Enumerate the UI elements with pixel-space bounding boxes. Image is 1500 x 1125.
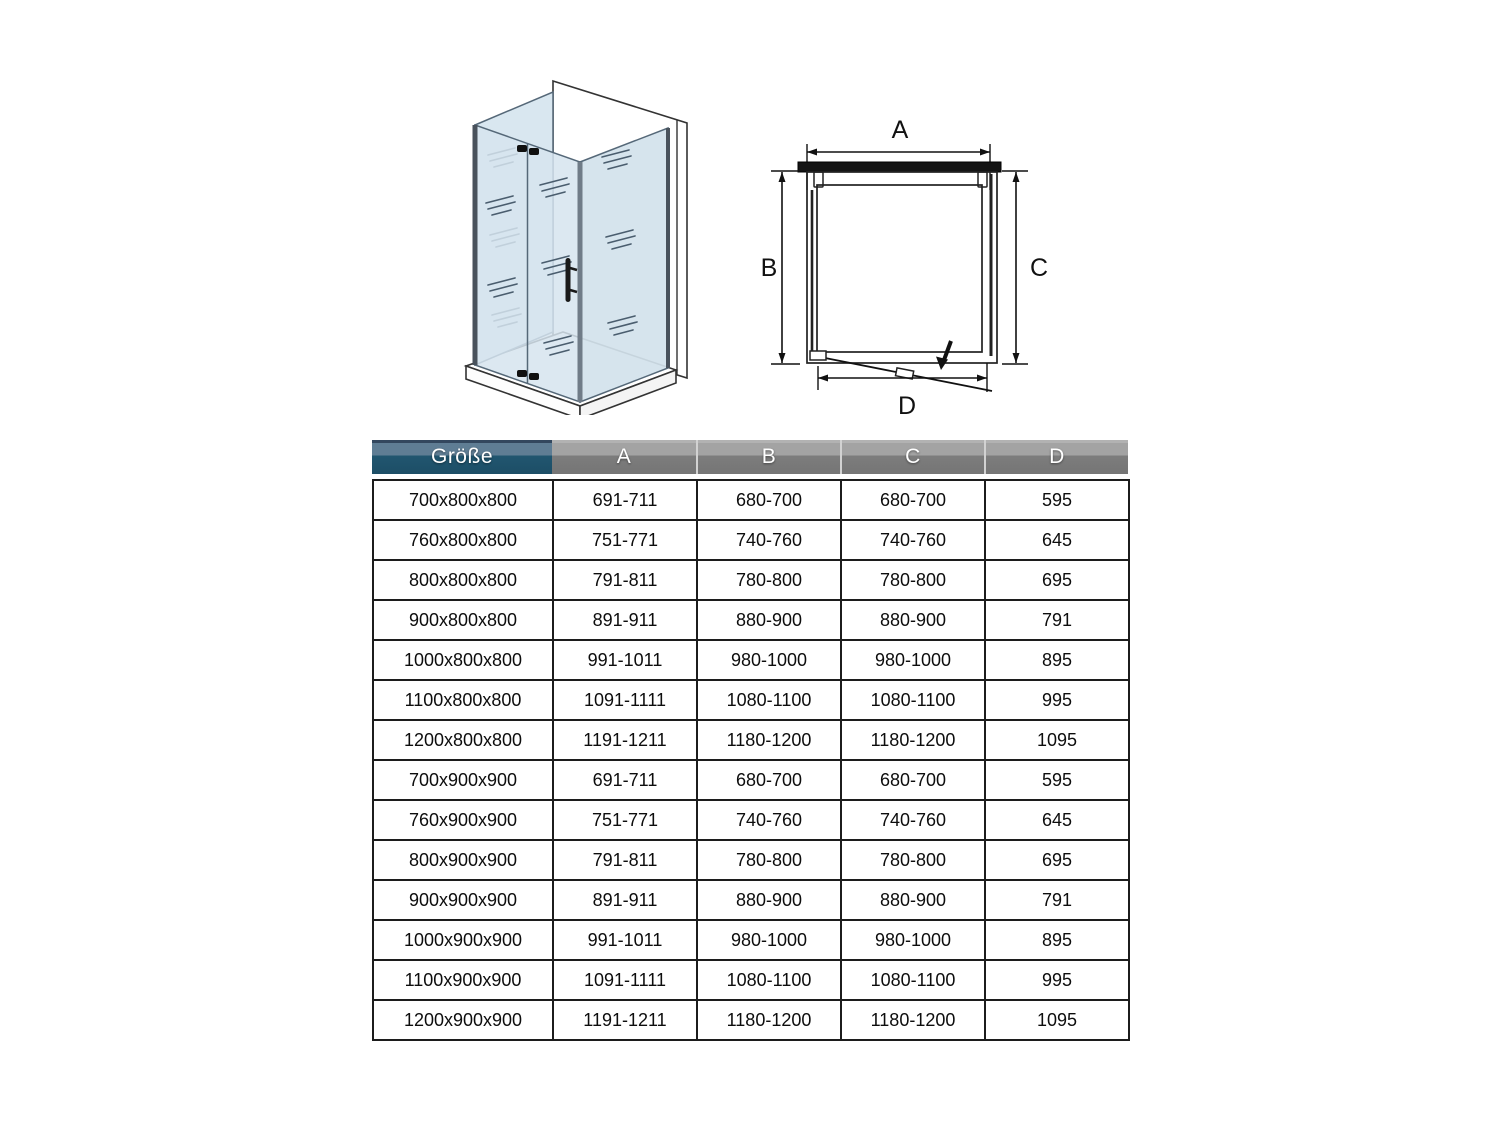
cell-a: 991-1011 [553, 920, 697, 960]
cell-d: 1095 [985, 1000, 1129, 1040]
cell-c: 740-760 [841, 520, 985, 560]
cell-b: 780-800 [697, 560, 841, 600]
dimension-c [1002, 171, 1028, 364]
cell-a: 1191-1211 [553, 720, 697, 760]
cell-c: 980-1000 [841, 920, 985, 960]
cell-b: 1080-1100 [697, 680, 841, 720]
table-row [373, 640, 1129, 680]
cell-d: 791 [985, 600, 1129, 640]
cell-groesse: 700x900x900 [373, 760, 553, 800]
cell-c: 1080-1100 [841, 680, 985, 720]
top-view-diagram [760, 100, 1060, 420]
table-row [373, 880, 1129, 920]
cell-a: 1191-1211 [553, 1000, 697, 1040]
cell-a: 691-711 [553, 480, 697, 520]
table-row [373, 600, 1129, 640]
cell-groesse: 760x800x800 [373, 520, 553, 560]
cell-d: 595 [985, 480, 1129, 520]
cell-b: 680-700 [697, 480, 841, 520]
table-row [373, 560, 1129, 600]
isometric-view [430, 50, 770, 415]
cell-c: 1180-1200 [841, 720, 985, 760]
cell-c: 780-800 [841, 840, 985, 880]
table-row [373, 800, 1129, 840]
cell-a: 791-811 [553, 840, 697, 880]
cell-a: 1091-1111 [553, 680, 697, 720]
cell-groesse: 1200x900x900 [373, 1000, 553, 1040]
cell-a: 751-771 [553, 800, 697, 840]
table-row [373, 480, 1129, 520]
cell-groesse: 1200x800x800 [373, 720, 553, 760]
dim-label-a: A [891, 116, 909, 144]
cell-groesse: 800x900x900 [373, 840, 553, 880]
cell-c: 740-760 [841, 800, 985, 840]
cell-d: 995 [985, 680, 1129, 720]
header-b: B [696, 440, 840, 474]
header-groesse: Größe [372, 440, 552, 474]
cell-c: 1080-1100 [841, 960, 985, 1000]
cell-groesse: 1000x800x800 [373, 640, 553, 680]
cell-c: 880-900 [841, 600, 985, 640]
cell-b: 880-900 [697, 600, 841, 640]
dim-label-d: D [897, 392, 917, 420]
cell-groesse: 1100x800x800 [373, 680, 553, 720]
table-row [373, 520, 1129, 560]
size-table-section [372, 440, 1128, 1041]
table-row [373, 720, 1129, 760]
cell-b: 1180-1200 [697, 720, 841, 760]
header-c: C [840, 440, 984, 474]
cell-b: 680-700 [697, 760, 841, 800]
cell-d: 695 [985, 840, 1129, 880]
dimension-d [818, 363, 987, 392]
cell-b: 980-1000 [697, 640, 841, 680]
dim-label-b: B [760, 254, 778, 282]
cell-b: 740-760 [697, 800, 841, 840]
cell-c: 780-800 [841, 560, 985, 600]
table-row [373, 1000, 1129, 1040]
door-swing [810, 341, 992, 391]
cell-a: 891-911 [553, 600, 697, 640]
cell-a: 751-771 [553, 520, 697, 560]
cell-a: 1091-1111 [553, 960, 697, 1000]
cell-groesse: 900x800x800 [373, 600, 553, 640]
cell-b: 980-1000 [697, 920, 841, 960]
cell-d: 791 [985, 880, 1129, 920]
header-d: D [984, 440, 1128, 474]
cell-groesse: 900x900x900 [373, 880, 553, 920]
cell-d: 895 [985, 920, 1129, 960]
cell-b: 740-760 [697, 520, 841, 560]
enclosure-plan [807, 172, 997, 363]
cell-c: 1180-1200 [841, 1000, 985, 1040]
cell-a: 991-1011 [553, 640, 697, 680]
glass-panel-right [580, 128, 668, 402]
cell-d: 1095 [985, 720, 1129, 760]
size-table [372, 479, 1130, 1041]
size-table-body [373, 480, 1129, 1040]
cell-groesse: 760x900x900 [373, 800, 553, 840]
cell-b: 880-900 [697, 880, 841, 920]
door-pivot [810, 351, 826, 360]
cell-groesse: 1000x900x900 [373, 920, 553, 960]
cell-b: 1180-1200 [697, 1000, 841, 1040]
size-table-header [372, 440, 1128, 474]
table-row [373, 760, 1129, 800]
dim-label-c: C [1029, 254, 1049, 282]
bifold-door [475, 125, 580, 402]
cell-groesse: 1100x900x900 [373, 960, 553, 1000]
cell-a: 891-911 [553, 880, 697, 920]
table-row [373, 840, 1129, 880]
cell-d: 695 [985, 560, 1129, 600]
table-row [373, 920, 1129, 960]
cell-a: 691-711 [553, 760, 697, 800]
cell-d: 895 [985, 640, 1129, 680]
cell-c: 680-700 [841, 760, 985, 800]
cell-d: 995 [985, 960, 1129, 1000]
cell-c: 980-1000 [841, 640, 985, 680]
cell-b: 1080-1100 [697, 960, 841, 1000]
cell-d: 595 [985, 760, 1129, 800]
header-a: A [552, 440, 696, 474]
cell-d: 645 [985, 800, 1129, 840]
cell-d: 645 [985, 520, 1129, 560]
cell-c: 880-900 [841, 880, 985, 920]
cell-b: 780-800 [697, 840, 841, 880]
cell-groesse: 700x800x800 [373, 480, 553, 520]
cell-c: 680-700 [841, 480, 985, 520]
cell-groesse: 800x800x800 [373, 560, 553, 600]
table-row [373, 960, 1129, 1000]
table-row [373, 680, 1129, 720]
cell-a: 791-811 [553, 560, 697, 600]
wall-bar [798, 162, 1001, 172]
swing-direction-arrow-icon [936, 341, 951, 370]
